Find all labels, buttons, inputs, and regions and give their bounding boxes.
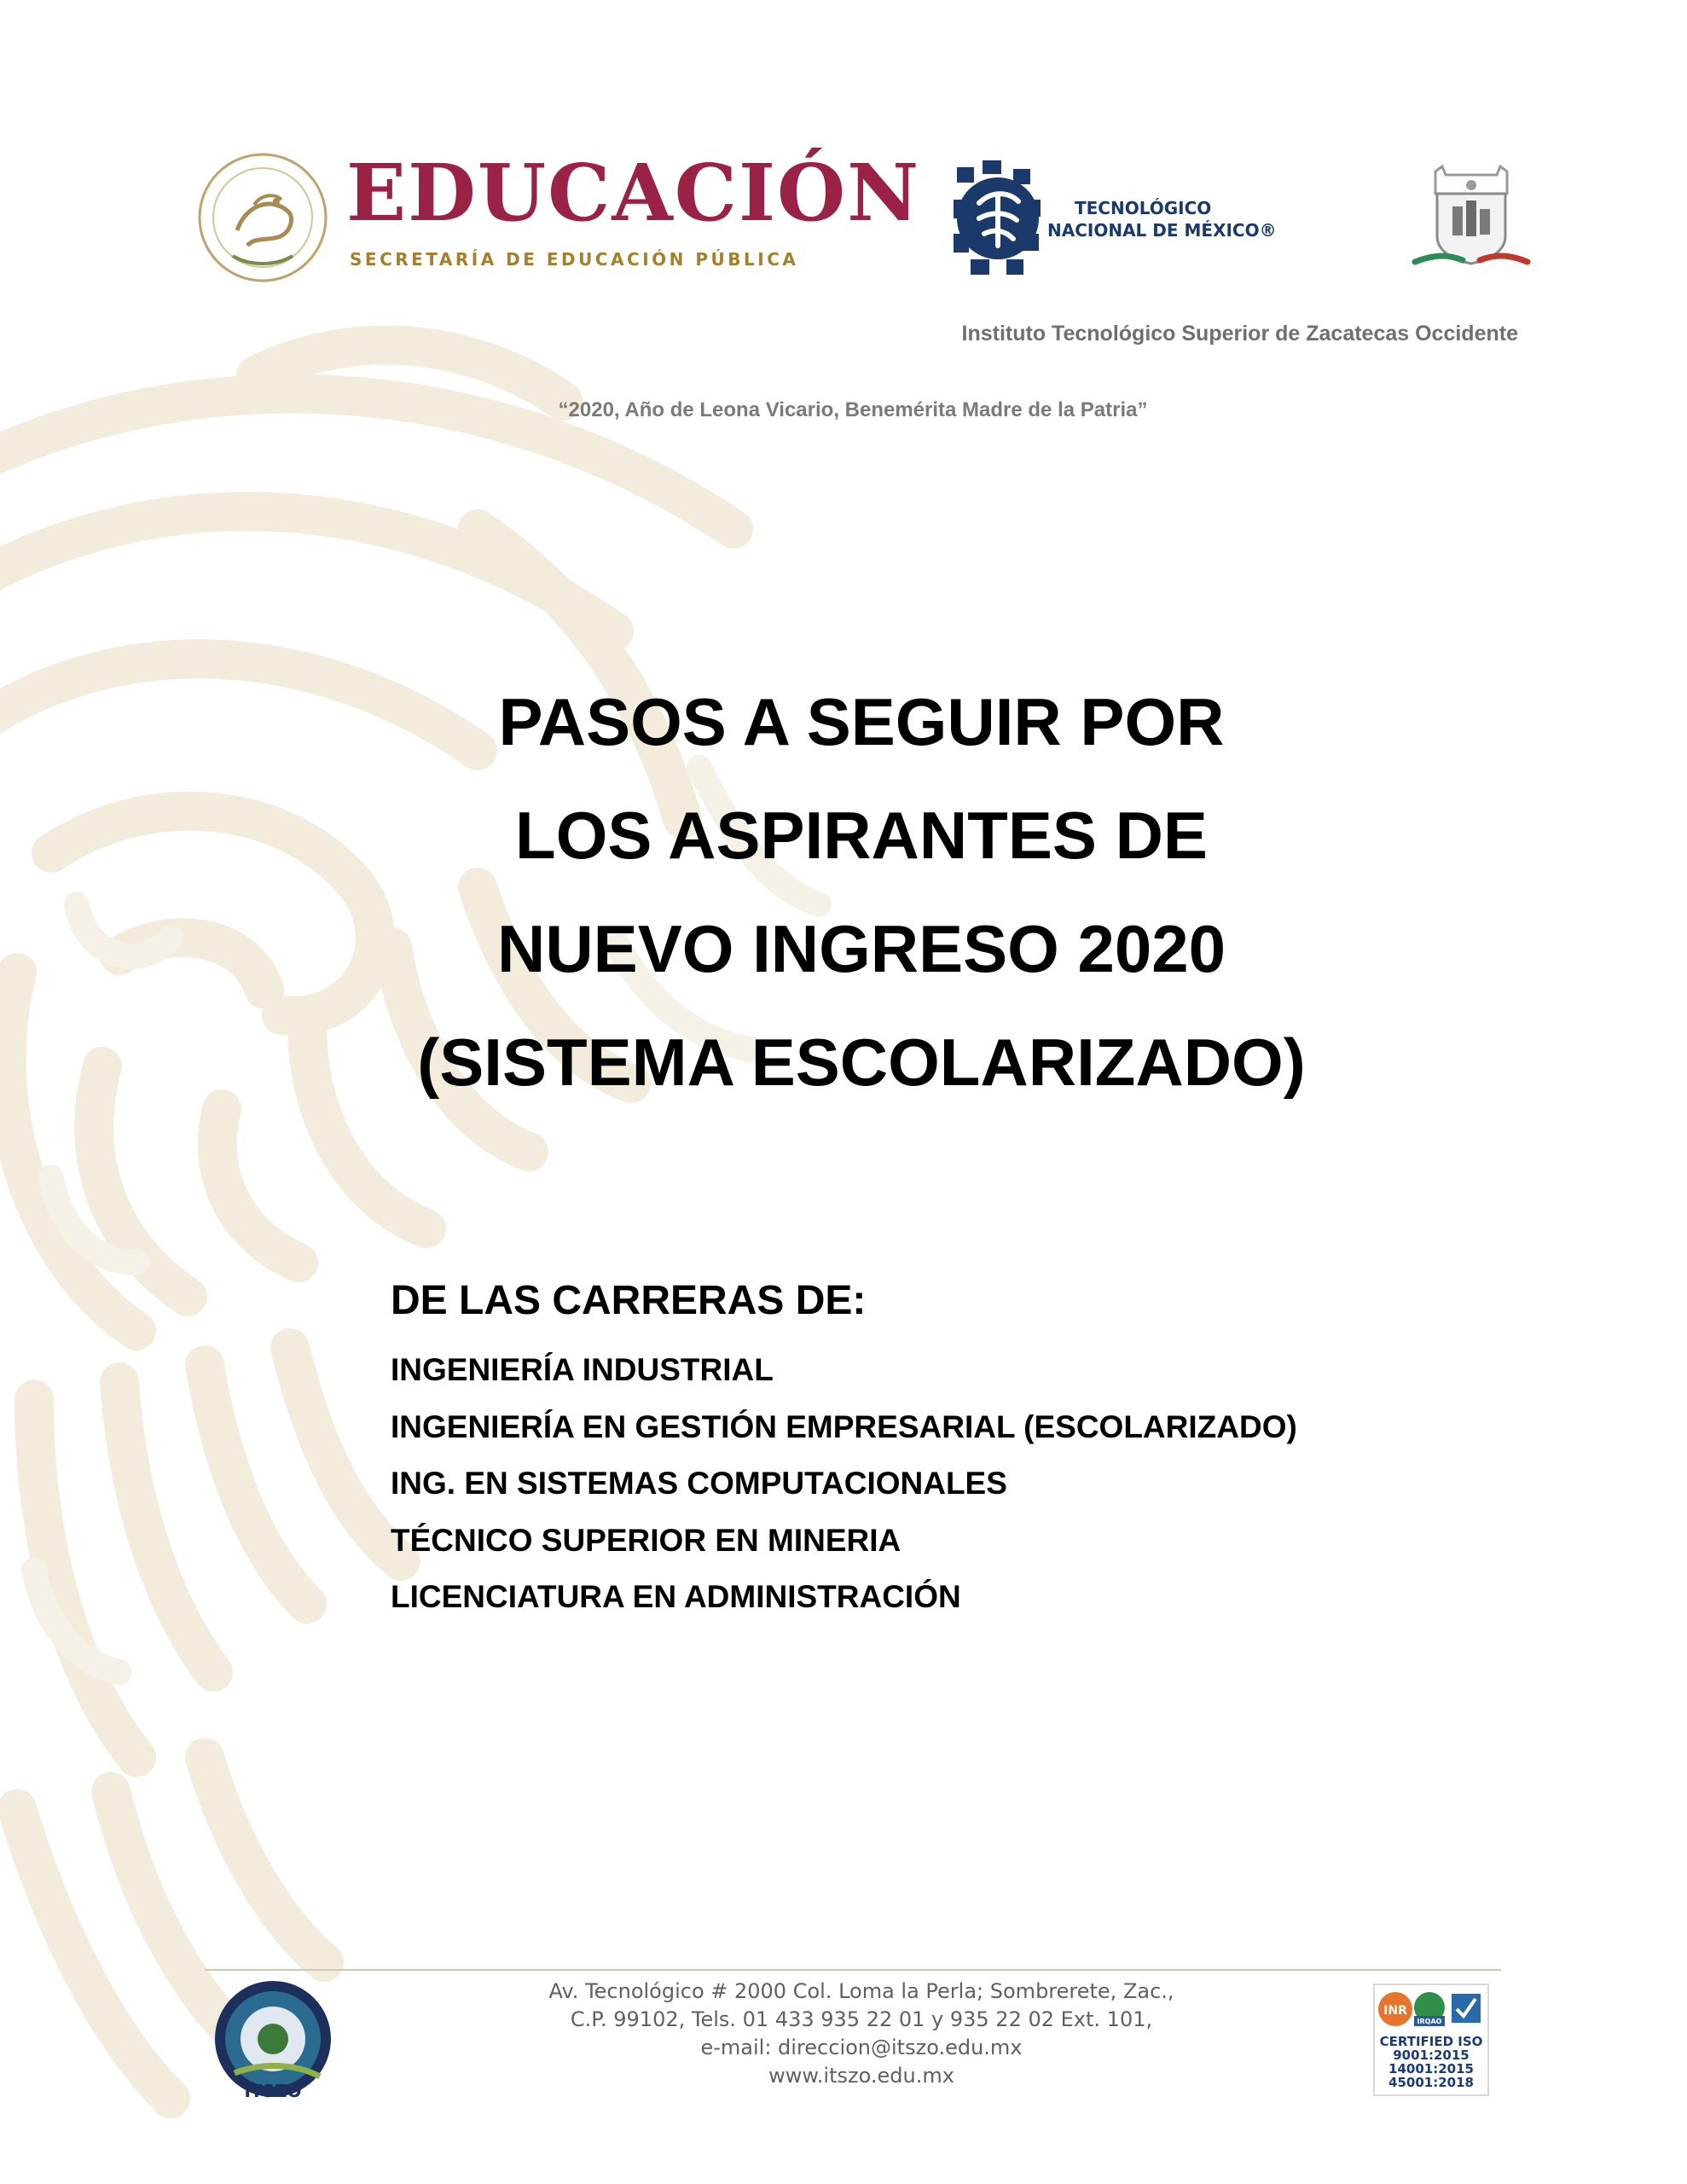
careers-list — [391, 1348, 1297, 1632]
tecnm-line2: NACIONAL DE MÉXICO® — [1047, 220, 1277, 241]
career-item: LICENCIATURA EN ADMINISTRACIÓN — [391, 1579, 961, 1614]
certification-marks-icon — [1373, 1984, 1489, 2035]
itszo-logo — [209, 1978, 337, 2106]
mexican-coat-of-arms-icon — [194, 145, 331, 290]
iso-standard: 9001:2015 — [1393, 2048, 1470, 2063]
irqao-badge-text: IRQAO — [1417, 2018, 1442, 2025]
contact-info — [478, 1978, 1245, 2090]
sep-educacion-logo — [194, 145, 921, 294]
address-line: Av. Tecnológico # 2000 Col. Loma la Perla; Sombrerete, Zac., — [548, 1979, 1174, 2003]
footer-divider — [205, 1969, 1501, 1971]
zacatecas-crest-logo — [1412, 160, 1531, 275]
title-line: NUEVO INGRESO 2020 — [497, 911, 1226, 986]
crest-shield-icon — [1412, 160, 1531, 275]
iso-certification-badge — [1373, 1984, 1501, 2094]
educacion-wordmark: EDUCACIÓN — [346, 147, 921, 239]
institute-name: Instituto Tecnológico Superior de Zacatecas Occidente — [961, 322, 1518, 346]
year-motto: “2020, Año de Leona Vicario, Benemérita Madre de la Patria” — [558, 398, 1148, 421]
title-line: PASOS A SEGUIR POR — [498, 684, 1225, 759]
address-line: C.P. 99102, Tels. 01 433 935 22 01 y 935 22 02 Ext. 101, — [570, 2007, 1153, 2031]
title-line: (SISTEMA ESCOLARIZADO) — [417, 1025, 1306, 1100]
iso-label — [1373, 2035, 1489, 2089]
document-title — [256, 665, 1467, 1119]
career-item: INGENIERÍA EN GESTIÓN EMPRESARIAL (ESCOLARIZADO) — [391, 1409, 1297, 1444]
iso-standard: 14001:2015 — [1388, 2061, 1474, 2077]
tecnm-line1: TECNOLÓGICO — [1075, 198, 1212, 218]
tecnm-logo — [954, 160, 1277, 278]
sep-subtitle: SECRETARÍA DE EDUCACIÓN PÚBLICA — [350, 249, 799, 270]
title-line: LOS ASPIRANTES DE — [515, 798, 1208, 873]
career-item: TÉCNICO SUPERIOR EN MINERIA — [391, 1522, 901, 1558]
career-item: ING. EN SISTEMAS COMPUTACIONALES — [391, 1466, 1007, 1501]
career-item: INGENIERÍA INDUSTRIAL — [391, 1352, 774, 1387]
iso-certified-text: CERTIFIED ISO — [1379, 2034, 1483, 2049]
inr-badge-text: INR — [1383, 2004, 1407, 2018]
itszo-emblem-icon — [209, 1978, 337, 2106]
tecnm-gear-icon — [954, 160, 1042, 276]
iso-standard: 45001:2018 — [1388, 2075, 1474, 2090]
website-text: www.itszo.edu.mx — [768, 2064, 954, 2088]
email-text: e-mail: direccion@itszo.edu.mx — [700, 2036, 1023, 2059]
careers-heading: DE LAS CARRERAS DE: — [391, 1278, 867, 1323]
itszo-logo-text: ITSZO — [244, 2081, 302, 2101]
